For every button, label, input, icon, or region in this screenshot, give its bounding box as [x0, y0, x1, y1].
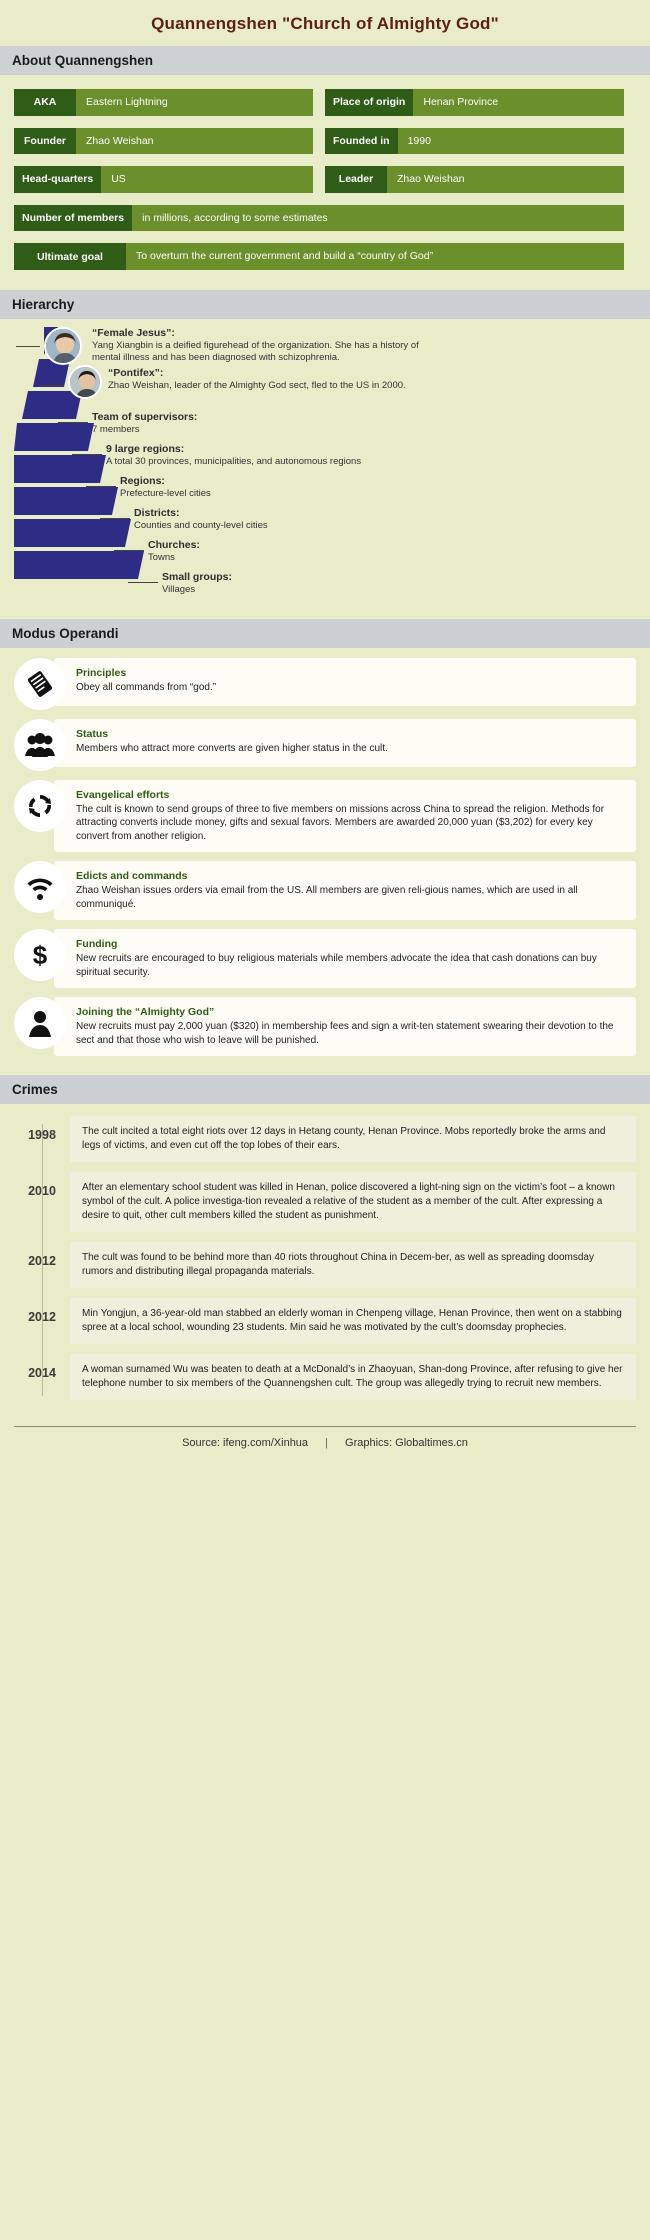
hierarchy-level-large-regions — [106, 443, 361, 468]
crime-year: 2012 — [28, 1310, 56, 1325]
page-title: Quannengshen "Church of Almighty God" — [151, 14, 499, 33]
modus-item-edicts-and-commands — [14, 861, 636, 920]
modus-title: Funding — [76, 938, 118, 951]
fact-value: 1990 — [398, 128, 624, 155]
fact-label: Leader — [325, 166, 387, 193]
fact-label: Head-quarters — [14, 166, 101, 193]
modus-body — [54, 997, 636, 1056]
section-header-hierarchy: Hierarchy — [0, 290, 650, 319]
modus-desc: Members who attract more converts are given higher status in the cult. — [76, 742, 388, 754]
level-desc: Zhao Weishan, leader of the Almighty God sect, fled to the US in 2000. — [108, 380, 406, 392]
crime-entry-2012-b — [14, 1298, 636, 1344]
footer-source: Source: ifeng.com/Xinhua — [182, 1437, 309, 1450]
crime-entry-2014 — [14, 1354, 636, 1400]
fact-ultimate-goal — [14, 243, 636, 270]
modus-title: Joining the “Almighty God” — [76, 1006, 215, 1019]
fact-value: Henan Province — [413, 89, 624, 116]
modus-desc: The cult is known to send groups of three to five members on missions across China to spread the religion. Methods for attracting converts include money, gifts and sexual favors. Members are awarded 20,000 yuan ($3,202) for every key convert from another religion. — [76, 803, 605, 842]
level-desc: Towns — [148, 552, 175, 564]
hierarchy-level-supervisors — [92, 411, 197, 436]
modus-item-evangelical-efforts — [14, 780, 636, 853]
level-title: “Female Jesus”: — [92, 326, 175, 339]
avatar-pontifex — [68, 365, 102, 399]
fact-headquarters — [14, 166, 325, 193]
level-title: Small groups: — [162, 570, 233, 583]
footer-separator: | — [325, 1437, 328, 1450]
crime-entry-2012-a — [14, 1242, 636, 1288]
modus-desc: Obey all commands from “god.” — [76, 681, 217, 693]
crimes-section — [0, 1104, 650, 1420]
section-header-modus-operandi: Modus Operandi — [0, 619, 650, 648]
modus-desc: New recruits must pay 2,000 yuan ($320) in membership fees and sign a writ-ten statement swearing their devotion to the sect and that those who wish to leave will be punished. — [76, 1021, 614, 1046]
modus-title: Edicts and commands — [76, 870, 188, 883]
crime-desc: After an elementary school student was killed in Henan, police discovered a light-ning sign on the victim’s foot – a known symbol of the cult. A police investiga-tion revealed a relative of the student as a member of the cult. After expressing a desire to quit, other cult members killed the student as punishment. — [70, 1172, 636, 1232]
hierarchy-level-pontifex — [108, 367, 406, 392]
fact-number-of-members — [14, 205, 636, 232]
fact-label: Number of members — [14, 205, 132, 232]
fact-value: Zhao Weishan — [387, 166, 624, 193]
modus-body — [54, 929, 636, 988]
fact-label: Place of origin — [325, 89, 413, 116]
level-desc: Prefecture-level cities — [120, 488, 211, 500]
modus-item-joining — [14, 997, 636, 1056]
fact-value: US — [101, 166, 313, 193]
connector-line — [128, 582, 158, 583]
avatar-female-jesus — [44, 327, 82, 365]
fact-value: Zhao Weishan — [76, 128, 313, 155]
modus-body — [54, 780, 636, 853]
level-desc: Yang Xiangbin is a deified figurehead of the organization. She has a history of mental illness and has been diagnosed with schizophrenia. — [92, 340, 419, 364]
section-header-about: About Quannengshen — [0, 46, 650, 75]
crime-desc: The cult was found to be behind more than 40 riots throughout China in Decem-ber, as well as spreading doomsday rumors and distributing illegal propaganda materials. — [70, 1242, 636, 1288]
modus-operandi-section — [0, 648, 650, 1076]
fact-value: To overturn the current government and build a “country of God” — [126, 243, 624, 270]
crime-entry-1998 — [14, 1116, 636, 1162]
level-title: Churches: — [148, 538, 200, 551]
connector-line — [100, 518, 130, 519]
fact-founder — [14, 128, 325, 155]
level-title: Districts: — [134, 506, 180, 519]
modus-title: Principles — [76, 666, 127, 679]
section-header-crimes: Crimes — [0, 1075, 650, 1104]
crime-desc: The cult incited a total eight riots over 12 days in Hetang county, Henan Province. Mobs reportedly broke the arms and legs of victims, and even cut off the top lobes of their ears. — [70, 1116, 636, 1162]
hierarchy-section — [0, 319, 650, 619]
level-title: 9 large regions: — [106, 442, 185, 455]
level-desc: Villages — [162, 584, 196, 596]
modus-title: Status — [76, 727, 109, 740]
modus-title: Evangelical efforts — [76, 788, 170, 801]
level-title: Regions: — [120, 474, 165, 487]
modus-item-status — [14, 719, 636, 771]
modus-body — [54, 861, 636, 920]
modus-item-principles — [14, 658, 636, 710]
modus-desc: New recruits are encouraged to buy religious materials while members advocate the idea that cash donations can buy spiritual security. — [76, 953, 597, 978]
hierarchy-level-regions — [120, 475, 211, 500]
fact-leader — [325, 166, 636, 193]
footer-graphics: Graphics: Globaltimes.cn — [345, 1437, 468, 1450]
modus-body — [54, 719, 636, 767]
fact-label: Founder — [14, 128, 76, 155]
hierarchy-level-small-groups — [162, 571, 232, 596]
connector-line — [40, 385, 64, 386]
modus-desc: Zhao Weishan issues orders via email from the US. All members are given reli-gious names, which are used in all communiqué. — [76, 885, 578, 910]
refresh-cycle-icon — [14, 780, 66, 832]
people-group-icon — [14, 719, 66, 771]
connector-line — [86, 486, 116, 487]
fact-label: Founded in — [325, 128, 398, 155]
crime-year: 2014 — [28, 1366, 56, 1381]
connector-line — [58, 422, 88, 423]
level-desc: Counties and county-level cities — [134, 520, 268, 532]
modus-body — [54, 658, 636, 706]
fact-place-of-origin — [325, 89, 636, 116]
fact-founded-in — [325, 128, 636, 155]
fact-value: in millions, according to some estimates — [132, 205, 624, 232]
level-desc: 7 members — [92, 424, 140, 436]
connector-line — [72, 454, 102, 455]
crime-year: 2010 — [28, 1184, 56, 1199]
crime-desc: Min Yongjun, a 36-year-old man stabbed an elderly woman in Chenpeng village, Henan Province, then went on a stabbing spree at a local school, wounding 23 students. Min said he was motivated by the cult’s doomsday prophecies. — [70, 1298, 636, 1344]
crime-entry-2010 — [14, 1172, 636, 1232]
level-desc: A total 30 provinces, municipalities, and autonomous regions — [106, 456, 362, 468]
about-fact-grid — [14, 89, 636, 282]
fact-aka — [14, 89, 325, 116]
crime-desc: A woman surnamed Wu was beaten to death at a McDonald’s in Zhaoyuan, Shan-dong Province, after refusing to give her telephone number to six members of the Quannengshen cult. The group was allegedly trying to recruit new members. — [70, 1354, 636, 1400]
connector-line — [114, 550, 144, 551]
modus-item-funding — [14, 929, 636, 988]
scroll-icon — [14, 658, 66, 710]
hierarchy-level-districts — [134, 507, 268, 532]
connector-line — [16, 346, 40, 347]
level-title: “Pontifex”: — [108, 366, 164, 379]
crime-year: 2012 — [28, 1254, 56, 1269]
hierarchy-level-female-jesus — [92, 327, 422, 365]
level-title: Team of supervisors: — [92, 410, 198, 423]
about-section — [0, 75, 650, 290]
crime-year: 1998 — [28, 1128, 56, 1143]
fact-label: AKA — [14, 89, 76, 116]
footer-credits — [14, 1426, 636, 1463]
fact-value: Eastern Lightning — [76, 89, 313, 116]
fact-label: Ultimate goal — [14, 243, 126, 270]
svg-text:$: $ — [32, 940, 48, 971]
hierarchy-level-churches — [148, 539, 200, 564]
